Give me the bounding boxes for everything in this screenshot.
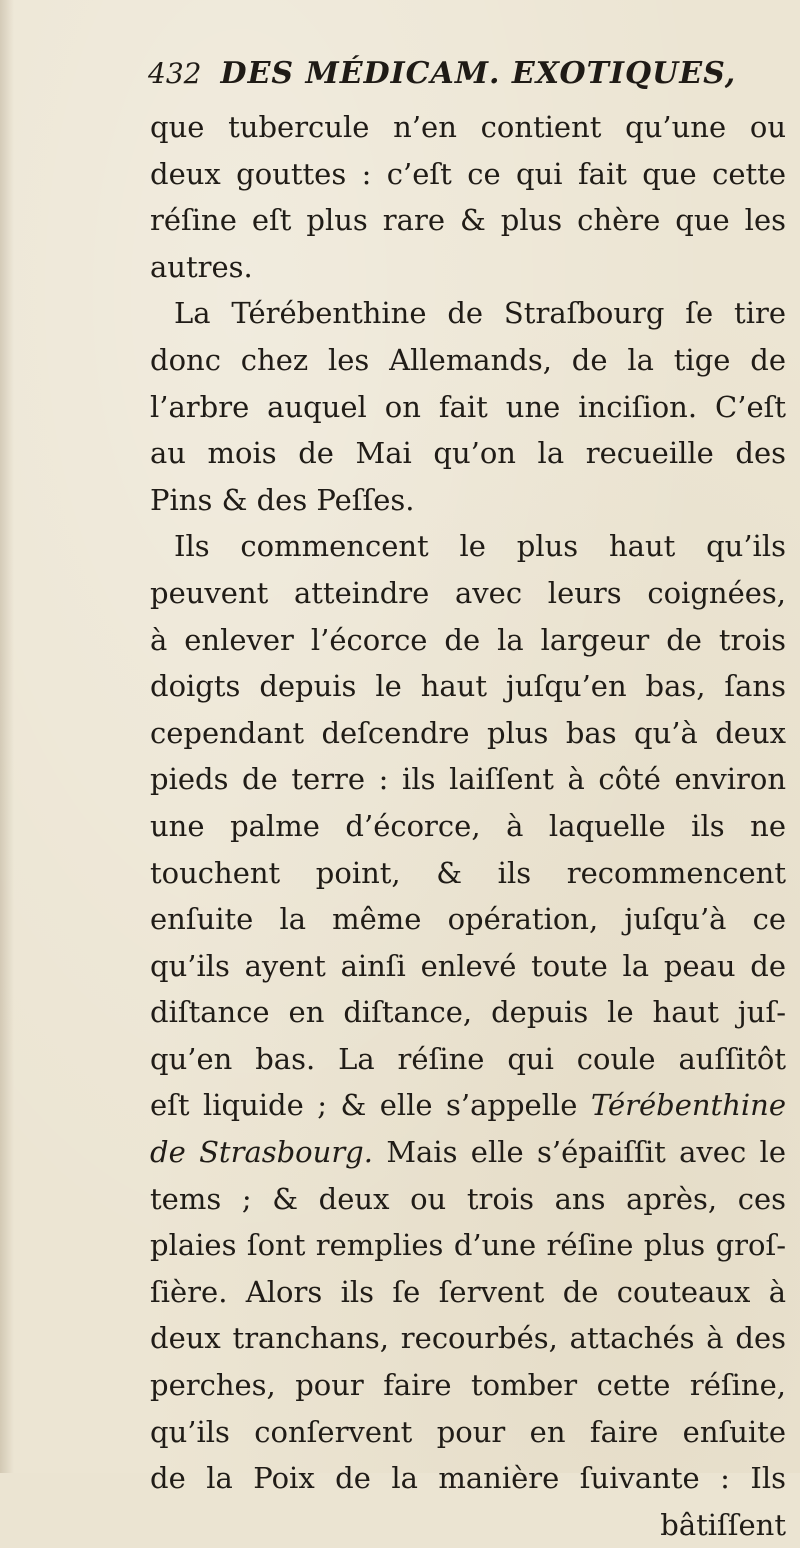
text-line: réſine eſt plus rare & plus chère que les	[150, 203, 786, 238]
text-line: autres.	[150, 249, 253, 284]
text-line: deux gouttes : c’eſt ce qui fait que cette	[150, 156, 786, 191]
text-line	[150, 1129, 786, 1176]
text-line: doigts depuis le haut juſqu’en bas, ſans	[150, 669, 786, 704]
paragraph-start-line: Ils commencent le plus haut qu’ils	[174, 529, 786, 564]
text-line: deux tranchans, recourbés, attachés à des	[150, 1321, 786, 1356]
text-line-with-term	[150, 1082, 786, 1129]
text-line: enſuite la même opération, juſqu’à ce	[150, 902, 786, 937]
text-line: l’arbre auquel on fait une inciſion. C’eſt	[150, 389, 786, 424]
text-line: tems ; & deux ou trois ans après, ces	[150, 1181, 786, 1216]
gutter-shadow	[0, 0, 14, 1473]
text-line: touchent point, & ils recommencent	[150, 855, 786, 890]
text-line: diſtance en diſtance, depuis le haut juſ-	[150, 995, 786, 1030]
text-line: de la Poix de la manière ſuivante : Ils	[150, 1461, 786, 1496]
italic-term-continued: de Strasbourg.	[150, 1135, 387, 1170]
text-fragment: Mais elle s’épaiſſit avec le	[386, 1135, 786, 1170]
text-line: qu’ils conſervent pour en faire enſuite	[150, 1414, 786, 1449]
text-line: cependant deſcendre plus bas qu’à deux	[150, 715, 786, 750]
page-number: 432	[148, 57, 202, 90]
text-line: perches, pour faire tomber cette réſine,	[150, 1368, 786, 1403]
text-fragment: eſt liquide ; & elle s’appelle	[150, 1088, 578, 1123]
text-line: qu’ils ayent ainſi enlevé toute la peau de	[150, 948, 786, 983]
text-line: ſière. Alors ils ſe ſervent de couteaux à	[150, 1274, 786, 1309]
text-line: pieds de terre : ils laiſſent à côté environ	[150, 762, 786, 797]
text-line: plaies ſont remplies d’une réſine plus groſ-	[150, 1228, 786, 1263]
text-line: au mois de Mai qu’on la recueille des	[150, 436, 786, 471]
text-line: à enlever l’écorce de la largeur de trois	[150, 622, 786, 657]
italic-term: Térébenthine	[590, 1088, 786, 1123]
page-header	[148, 56, 788, 100]
text-line: Pins & des Peſſes.	[150, 482, 415, 517]
body-text	[150, 104, 786, 1548]
text-line: que tubercule n’en contient qu’une ou	[150, 110, 786, 144]
text-line: une palme d’écorce, à laquelle ils ne	[150, 808, 786, 843]
running-head: DES MÉDICAM. EXOTIQUES,	[220, 56, 737, 91]
text-line: donc chez les Allemands, de la tige de	[150, 342, 786, 377]
catchword: bâtiſſent	[660, 1507, 786, 1542]
text-line: qu’en bas. La réſine qui coule auſſitôt	[150, 1041, 786, 1076]
paragraph-start-line: La Térébenthine de Straſbourg ſe tire	[174, 296, 786, 331]
text-line: peuvent atteindre avec leurs coignées,	[150, 575, 786, 610]
